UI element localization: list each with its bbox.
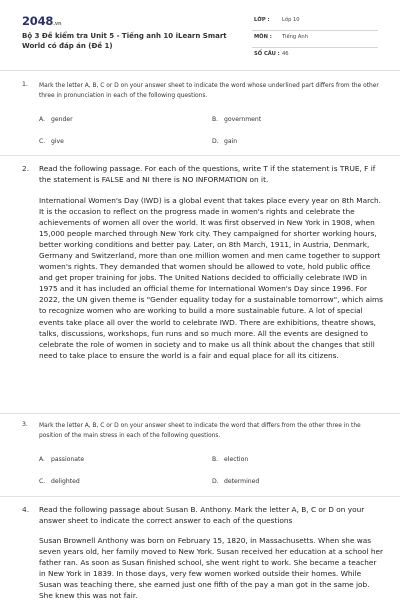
option-b[interactable]	[212, 456, 248, 463]
divider	[0, 70, 400, 71]
option-text: gender	[51, 116, 73, 123]
option-text: passionate	[51, 456, 85, 463]
option-letter: B.	[212, 456, 219, 463]
option-letter: C.	[39, 478, 46, 485]
question-number: 2.	[22, 164, 30, 173]
meta-row-count	[252, 48, 378, 64]
option-text: determined	[224, 478, 260, 485]
passage-text: Susan Brownell Anthony was born on February 15, 1820, in Massachusetts. When she was seven years old, her family moved to New York. Susan received her education at a school her father ran. As soon as Susan finished school, she went right to work. She became a teacher in New York in 1839. In those days, very few women worked outside their homes. While Susan was teaching there, she earned just one fifth of the pay a man got in the same job. She knew this was not fair.	[39, 536, 384, 600]
question-instruction: Read the following passage. For each of the questions, write T if the statement is TRUE, F if the statement is FALSE and NI there is NO INFORMATION on it.	[39, 164, 376, 185]
question-instruction: Mark the letter A, B, C or D on your answer sheet to indicate the word that differs from the other three in the position of the main stress in each of the following questions.	[39, 423, 361, 439]
logo-main: 2048	[22, 14, 54, 28]
site-logo[interactable]	[22, 14, 61, 28]
option-c[interactable]	[39, 478, 80, 485]
meta-value: Tiếng Anh	[282, 34, 308, 40]
page-header	[0, 0, 400, 64]
option-d[interactable]	[212, 138, 237, 145]
question-instruction: Read the following passage about Susan B. Anthony. Mark the letter A, B, C or D on your answer sheet to indicate the correct answer to each of the questions	[39, 505, 365, 526]
option-letter: A.	[39, 116, 45, 123]
meta-row-subject	[252, 31, 378, 48]
option-text: delighted	[51, 478, 80, 485]
divider	[0, 155, 400, 156]
reading-passage	[39, 195, 384, 361]
meta-row-class	[252, 14, 378, 31]
divider	[0, 413, 400, 414]
meta-value: 46	[282, 51, 289, 57]
reading-passage	[39, 535, 384, 600]
option-d[interactable]	[212, 478, 259, 485]
option-letter: B.	[212, 116, 219, 123]
meta-label: LỚP :	[254, 17, 270, 23]
option-text: government	[224, 116, 262, 123]
option-text: gain	[224, 138, 238, 145]
exam-meta-table	[252, 14, 378, 64]
option-a[interactable]	[39, 116, 73, 123]
question-instruction: Mark the letter A, B, C or D on your answer sheet to indicate the word whose underlined part differs from the other three in pronunciation in each of the following questions.	[39, 83, 379, 99]
option-letter: A.	[39, 456, 45, 463]
passage-text: International Women's Day (IWD) is a global event that takes place every year on 8th March. It is the occasion to reflect on the progress made in women's rights and celebrate the achievements of women all over the world. It was first observed in New York in 1908, when 15,000 people marched through New York city. They campaigned for shorter working hours, better working conditions and better pay. Later, on 8th March, 1911, in Austria, Denmark, Germany and Switzerland, more than one million women and men came together to support women's rights. They demanded that women should be allowed to vote, hold public office and get proper training for jobs. The United Nations decided to officially celebrate IWD in 1975 and it has included an official theme for International Women's Day since 1996. For 2022, the UN given theme is "Gender equality today for a sustainable tomorrow", which aims to recognize women who are working to build a more sustainable future. A lot of special events take place all over the world to celebrate IWD. There are exhibitions, theatre shows, talks, discussions, workshops, fun runs and so much more. All the events are designed to celebrate the role of women in society and to make us all think about the changes that still need to take place to ensure the world is a fair and equal place for all its citizens.	[39, 196, 383, 360]
meta-value: Lớp 10	[282, 17, 300, 23]
logo-suffix: .vn	[53, 21, 62, 27]
question-number: 4.	[22, 505, 30, 514]
option-a[interactable]	[39, 456, 84, 463]
question-number: 3.	[22, 421, 28, 428]
divider	[0, 496, 400, 497]
option-text: give	[51, 138, 64, 145]
option-letter: C.	[39, 138, 46, 145]
meta-label: SỐ CÂU :	[254, 51, 280, 57]
meta-label: MÔN :	[254, 34, 272, 40]
option-text: election	[224, 456, 249, 463]
option-letter: D.	[212, 138, 219, 145]
question-number: 1.	[22, 81, 28, 88]
option-letter: D.	[212, 478, 219, 485]
document-title: Bộ 3 Đề kiểm tra Unit 5 - Tiếng anh 10 iLearn Smart World có đáp án (Đề 1)	[22, 32, 227, 50]
option-c[interactable]	[39, 138, 64, 145]
option-b[interactable]	[212, 116, 261, 123]
